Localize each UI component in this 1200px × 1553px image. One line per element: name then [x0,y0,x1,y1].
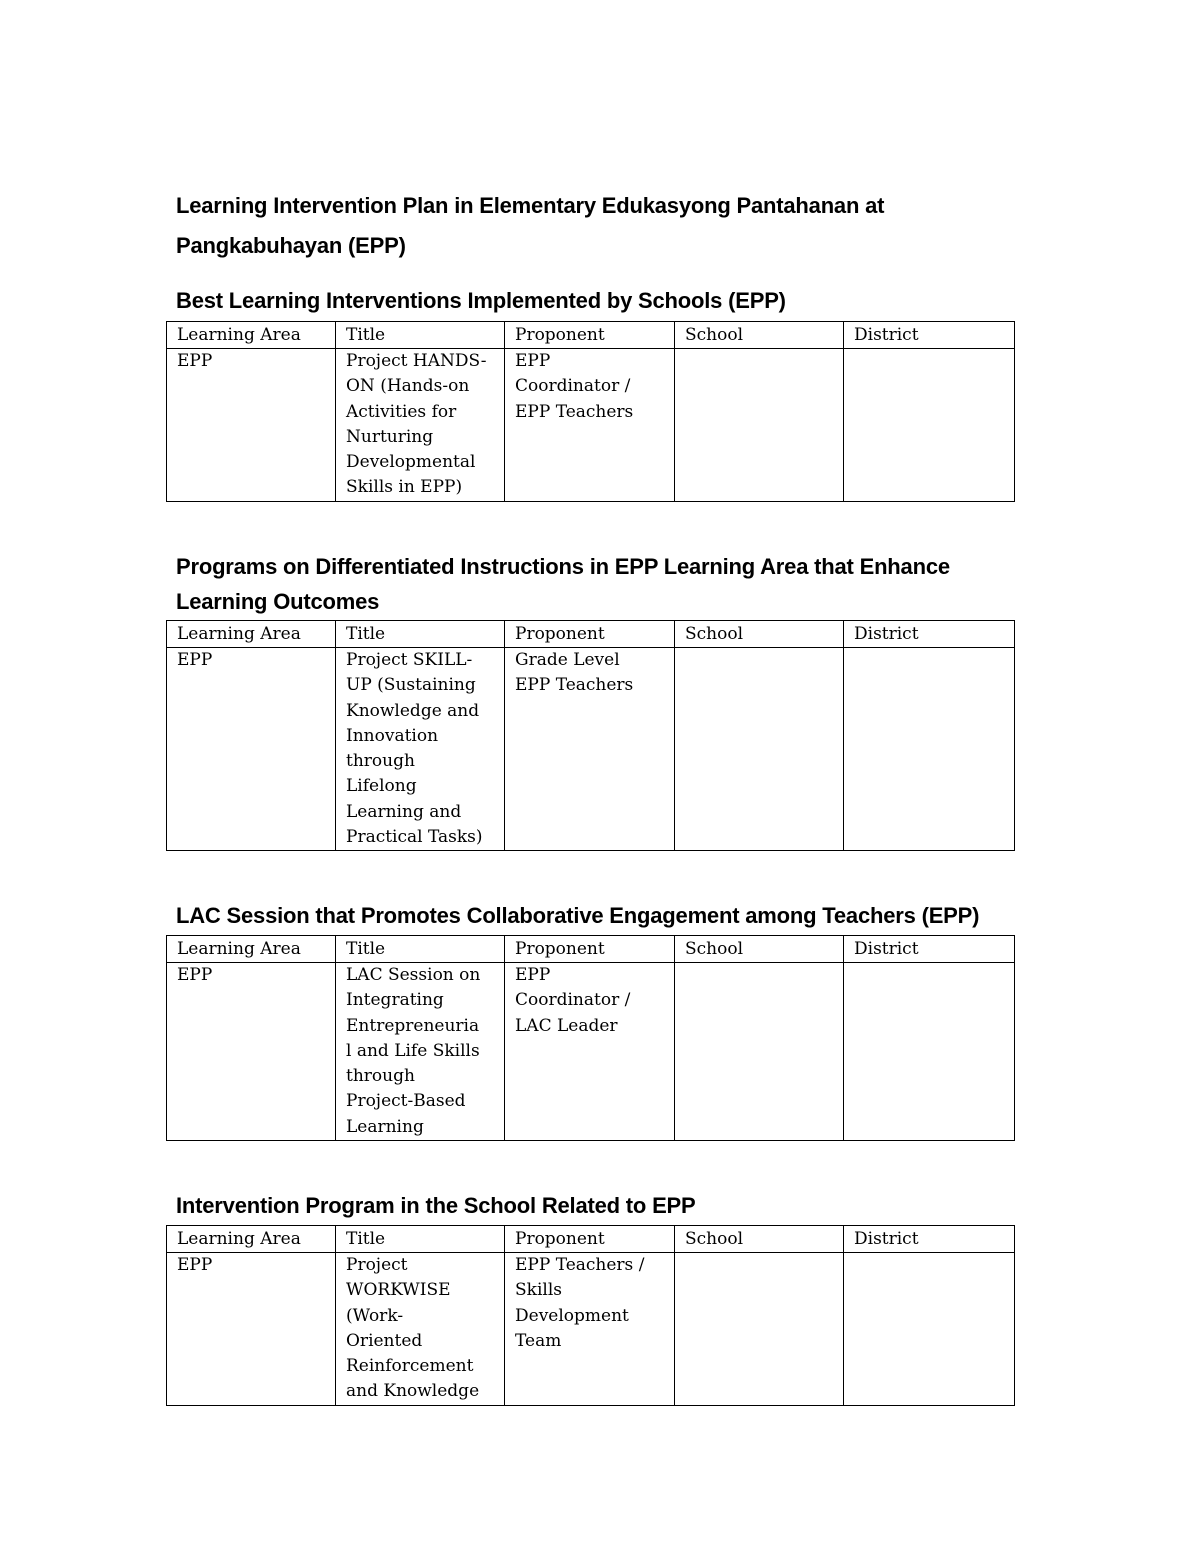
interventions-table [166,935,1015,1141]
column-header-title: Title [336,322,505,349]
proponent-cell: EPP Coordinator / LAC Leader [505,963,675,1141]
district-cell [844,349,1015,502]
table-row [167,648,1015,851]
title-cell: LAC Session on Integrating Entrepreneuria l and Life Skills through Project-Based Learning [336,963,505,1141]
learning-area-cell: EPP [167,963,336,1141]
column-header-school: School [675,621,844,648]
column-header-district: District [844,322,1015,349]
section-heading: Intervention Program in the School Related to EPP [176,1193,696,1218]
section-heading: Programs on Differentiated Instructions in EPP Learning Area that Enhance Learning Outcomes [176,554,950,614]
column-header-district: District [844,1226,1015,1253]
interventions-table [166,321,1015,502]
proponent-cell: EPP Coordinator / EPP Teachers [505,349,675,502]
district-cell [844,963,1015,1141]
column-header-learning-area: Learning Area [167,1226,336,1253]
table-header-row [167,621,1015,648]
column-header-school: School [675,1226,844,1253]
table-row [167,1253,1015,1406]
column-header-title: Title [336,621,505,648]
school-cell [675,349,844,502]
proponent-cell: Grade Level EPP Teachers [505,648,675,851]
table-header-row [167,1226,1015,1253]
column-header-district: District [844,621,1015,648]
table-row [167,349,1015,502]
column-header-school: School [675,322,844,349]
school-cell [675,1253,844,1406]
learning-area-cell: EPP [167,1253,336,1406]
column-header-proponent: Proponent [505,1226,675,1253]
district-cell [844,1253,1015,1406]
document-title: Learning Intervention Plan in Elementary Edukasyong Pantahanan at Pangkabuhayan (EPP) [176,193,885,258]
title-cell: Project HANDS- ON (Hands-on Activities for Nurturing Developmental Skills in EPP) [336,349,505,502]
title-cell: Project SKILL- UP (Sustaining Knowledge and Innovation through Lifelong Learning and Practical Tasks) [336,648,505,851]
interventions-table [166,1225,1015,1406]
section-heading: LAC Session that Promotes Collaborative Engagement among Teachers (EPP) [176,903,980,928]
table-header-row [167,936,1015,963]
column-header-learning-area: Learning Area [167,621,336,648]
column-header-learning-area: Learning Area [167,936,336,963]
section-heading: Best Learning Interventions Implemented by Schools (EPP) [176,288,786,313]
table-row [167,963,1015,1141]
column-header-district: District [844,936,1015,963]
column-header-title: Title [336,1226,505,1253]
column-header-school: School [675,936,844,963]
column-header-proponent: Proponent [505,322,675,349]
column-header-learning-area: Learning Area [167,322,336,349]
title-cell: Project WORKWISE (Work- Oriented Reinforcement and Knowledge [336,1253,505,1406]
district-cell [844,648,1015,851]
learning-area-cell: EPP [167,349,336,502]
column-header-proponent: Proponent [505,621,675,648]
proponent-cell: EPP Teachers / Skills Development Team [505,1253,675,1406]
column-header-proponent: Proponent [505,936,675,963]
table-header-row [167,322,1015,349]
school-cell [675,963,844,1141]
school-cell [675,648,844,851]
interventions-table [166,620,1015,851]
learning-area-cell: EPP [167,648,336,851]
column-header-title: Title [336,936,505,963]
